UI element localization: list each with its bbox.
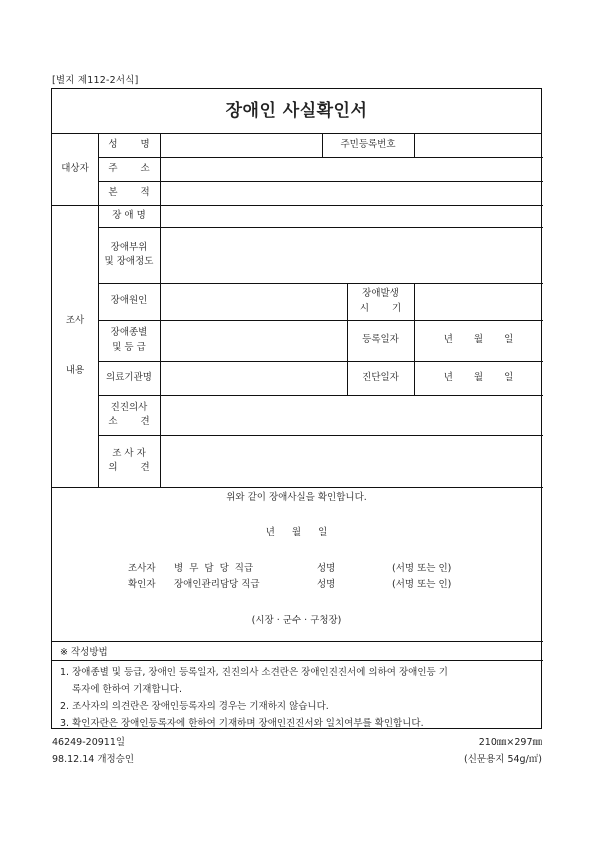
cause-field[interactable] [160,283,347,320]
verifier-title: 장애인관리담당 직급 [174,579,260,590]
footer-approval: 98.12.14 개정승인 [52,754,135,765]
certification-date-text: 년 월 일 [265,527,328,538]
doctor-opinion-label-2: 소 견 [108,416,160,427]
doctor-opinion-field[interactable] [160,395,543,435]
investigation-label-2: 내용 [65,365,85,376]
doctor-opinion-label-1: 진진의사 [110,401,148,413]
name-label: 성 명 [108,139,160,151]
hospital-label: 의료기관명 [106,371,152,383]
disability-name-field[interactable] [160,205,543,227]
hospital-field[interactable] [160,361,347,395]
grid-line [52,660,543,661]
onset-field[interactable] [414,283,543,320]
body-part-label-2: 및 장애정도 [104,256,154,267]
name-field[interactable] [160,134,322,157]
disability-name-label: 장 애 명 [112,209,146,221]
verifier-name-label: 성명 [317,579,336,590]
type-grade-label-1: 장애종별 [110,327,148,339]
reg-date-placeholder: 년 월 일 [443,334,514,346]
diag-date-placeholder: 년 월 일 [443,371,514,383]
doctor-opinion-label [98,395,160,435]
address-field[interactable] [160,157,543,181]
grid-line [52,487,543,488]
investigator-opinion-label-2: 의 견 [108,462,160,473]
onset-label-2: 시 기 [359,302,412,314]
domicile-field[interactable] [160,181,543,205]
body-part-label [98,227,160,283]
cause-label: 장애원인 [110,295,148,307]
investigator-opinion-label [98,435,160,487]
subject-group-label: 대상자 [61,163,89,175]
investigator-opinion-label-1: 조 사 자 [112,447,146,459]
resident-no-label: 주민등록번호 [340,139,396,151]
investigator-opinion-field[interactable] [160,435,543,487]
note-item-1b: 록자에 한하여 기재합니다. [72,684,183,695]
body-part-field[interactable] [160,227,543,283]
type-grade-label [98,320,160,361]
confirmation-form [51,88,542,729]
note-item-3: 3. 확인자란은 장애인등록자에 한하여 기재하며 장애인진진서와 일치여부를 확인합니다. [60,718,424,729]
diag-date-field[interactable] [414,361,543,395]
footer-paper-size: 210㎜×297㎜ [478,737,542,748]
investigator-role: 조사자 [128,563,156,574]
grid-line [52,641,543,642]
onset-label [347,283,414,320]
investigator-sign[interactable]: (서명 또는 인) [392,563,452,574]
note-item-2: 2. 조사자의 의견란은 장애인등록자의 경우는 기재하지 않습니다. [60,701,329,712]
address-label: 주 소 [108,162,160,174]
verifier-role: 확인자 [128,579,156,590]
investigator-title-text: 병 무 담 당 직급 [174,563,254,574]
investigator-title [174,560,253,574]
form-code: [별지 제112-2서식] [52,75,139,86]
reg-date-label: 등록일자 [362,334,399,346]
body-part-label-1: 장애부위 [110,241,148,253]
type-grade-label-2: 및 등 급 [112,341,146,353]
certification-statement: 위와 같이 장애사실을 확인합니다. [226,492,367,503]
reg-date-field[interactable] [414,320,543,361]
resident-no-field[interactable] [414,134,543,157]
investigation-group-label [52,205,98,487]
onset-label-1: 장애발생 [362,288,399,300]
type-grade-field[interactable] [160,320,347,361]
note-item-1a: 1. 장애종별 및 등급, 장애인 등록일자, 진진의사 소견란은 장애인진진서에 의하여 장애인등 기 [60,667,448,678]
investigator-name-label: 성명 [317,563,336,574]
footer-paper-type: (신문용지 54g/㎡) [464,754,542,765]
verifier-sign[interactable]: (서명 또는 인) [392,579,452,590]
investigation-label-1: 조사 [65,314,85,326]
domicile-label: 본 적 [108,186,160,198]
diag-date-label: 진단일자 [362,371,399,383]
authority: (시장 · 군수 · 구청장) [251,615,342,626]
footer-form-number: 46249-20911일 [52,737,126,748]
form-title: 장애인 사실확인서 [52,89,541,134]
notes-heading: ※ 작성방법 [60,647,108,658]
certification-date [52,524,541,538]
